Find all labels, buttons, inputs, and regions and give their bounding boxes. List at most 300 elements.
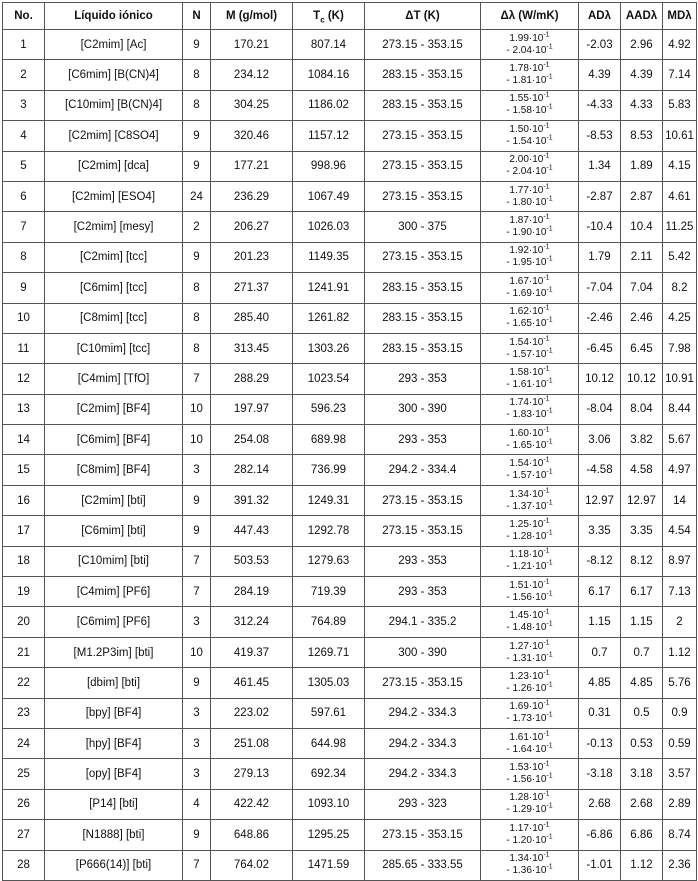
cell-no: 26: [3, 789, 45, 819]
cell-m: 422.42: [211, 789, 293, 819]
cell-aad: 3.35: [621, 516, 663, 546]
cell-aad: 2.87: [621, 181, 663, 211]
dl-low-exp: -1: [543, 92, 550, 100]
dl-high-exp: -1: [546, 772, 553, 780]
cell-dt: 283.15 - 353.15: [365, 273, 481, 303]
cell-md: 4.97: [663, 455, 697, 485]
dl-high-exp: -1: [546, 164, 553, 172]
cell-m: 447.43: [211, 516, 293, 546]
cell-tc: 1303.26: [293, 333, 365, 363]
cell-n: 10: [183, 637, 211, 667]
table-row: [3, 181, 697, 211]
dl-high-exp: -1: [546, 590, 553, 598]
cell-dt: 283.15 - 353.15: [365, 333, 481, 363]
cell-ad: -2.46: [579, 303, 621, 333]
dl-high: - 1.95·10: [506, 257, 547, 269]
cell-tc: 736.99: [293, 455, 365, 485]
cell-aad: 8.53: [621, 121, 663, 151]
dl-low-exp: -1: [543, 304, 550, 312]
cell-liquid: [dbim] [bti]: [45, 668, 183, 698]
cell-tc: 1292.78: [293, 516, 365, 546]
dl-low-exp: -1: [543, 608, 550, 616]
cell-m: 234.12: [211, 60, 293, 90]
cell-md: 5.83: [663, 90, 697, 120]
dl-high: - 1.80·10: [506, 196, 547, 208]
cell-dt: 285.65 - 333.55: [365, 850, 481, 880]
cell-m: 284.19: [211, 577, 293, 607]
dl-low: 1.51·10: [509, 579, 544, 591]
dl-low-exp: -1: [543, 669, 550, 677]
cell-dt: 294.2 - 334.3: [365, 698, 481, 728]
cell-ad: 1.15: [579, 607, 621, 637]
dl-low-exp: -1: [543, 213, 550, 221]
table-row: [3, 273, 697, 303]
cell-no: 3: [3, 90, 45, 120]
cell-m: 648.86: [211, 820, 293, 850]
header-dl: Δλ (W/mK): [481, 3, 579, 30]
cell-m: 170.21: [211, 30, 293, 60]
cell-tc: 1261.82: [293, 303, 365, 333]
cell-md: 7.98: [663, 333, 697, 363]
dl-low-exp: -1: [543, 365, 550, 373]
cell-md: 11.25: [663, 212, 697, 242]
cell-m: 288.29: [211, 364, 293, 394]
cell-ad: 6.17: [579, 577, 621, 607]
cell-liquid: [C4mim] [PF6]: [45, 577, 183, 607]
cell-dl: [481, 60, 579, 90]
cell-n: 24: [183, 181, 211, 211]
cell-m: 764.02: [211, 850, 293, 880]
cell-n: 7: [183, 850, 211, 880]
cell-tc: 1249.31: [293, 485, 365, 515]
dl-high: - 1.65·10: [506, 439, 547, 451]
cell-dl: [481, 212, 579, 242]
cell-ad: 4.39: [579, 60, 621, 90]
cell-dt: 300 - 375: [365, 212, 481, 242]
cell-aad: 1.15: [621, 607, 663, 637]
table-row: [3, 455, 697, 485]
cell-n: 9: [183, 242, 211, 272]
cell-m: 177.21: [211, 151, 293, 181]
cell-liquid: [C6mim] [B(CN)4]: [45, 60, 183, 90]
cell-m: 271.37: [211, 273, 293, 303]
cell-n: 3: [183, 728, 211, 758]
cell-m: 201.23: [211, 242, 293, 272]
dl-high: - 1.90·10: [506, 227, 547, 239]
cell-ad: -8.12: [579, 546, 621, 576]
dl-low-exp: -1: [543, 31, 550, 39]
header-tc-main: T: [313, 10, 321, 22]
dl-low-exp: -1: [543, 487, 550, 495]
dl-low: 1.45·10: [509, 610, 544, 622]
dl-low-exp: -1: [543, 699, 550, 707]
cell-tc: 1067.49: [293, 181, 365, 211]
cell-no: 28: [3, 850, 45, 880]
cell-dt: 300 - 390: [365, 394, 481, 424]
cell-n: 7: [183, 364, 211, 394]
dl-high: - 2.04·10: [506, 166, 547, 178]
cell-dt: 293 - 353: [365, 546, 481, 576]
table-row: [3, 850, 697, 880]
dl-low: 1.55·10: [509, 93, 544, 105]
cell-dl: [481, 242, 579, 272]
cell-dt: 294.2 - 334.3: [365, 759, 481, 789]
cell-no: 2: [3, 60, 45, 90]
dl-high-exp: -1: [546, 225, 553, 233]
dl-high: - 1.57·10: [506, 348, 547, 360]
cell-no: 21: [3, 637, 45, 667]
cell-no: 24: [3, 728, 45, 758]
cell-aad: 3.18: [621, 759, 663, 789]
cell-n: 7: [183, 577, 211, 607]
dl-low-exp: -1: [543, 639, 550, 647]
cell-tc: 689.98: [293, 425, 365, 455]
dl-high: - 1.29·10: [506, 804, 547, 816]
cell-ad: -7.04: [579, 273, 621, 303]
cell-tc: 1295.25: [293, 820, 365, 850]
cell-liquid: [C2mim] [Ac]: [45, 30, 183, 60]
cell-n: 10: [183, 425, 211, 455]
dl-high-exp: -1: [546, 711, 553, 719]
cell-tc: 807.14: [293, 30, 365, 60]
table-row: [3, 485, 697, 515]
cell-dt: 283.15 - 353.15: [365, 303, 481, 333]
cell-ad: 1.34: [579, 151, 621, 181]
dl-low: 1.60·10: [509, 427, 544, 439]
cell-n: 8: [183, 90, 211, 120]
dl-high: - 1.56·10: [506, 774, 547, 786]
cell-ad: -2.87: [579, 181, 621, 211]
cell-md: 8.2: [663, 273, 697, 303]
table-row: [3, 698, 697, 728]
cell-n: 7: [183, 546, 211, 576]
cell-tc: 1471.59: [293, 850, 365, 880]
cell-no: 17: [3, 516, 45, 546]
header-n: N: [183, 3, 211, 30]
cell-md: 7.14: [663, 60, 697, 90]
cell-aad: 7.04: [621, 273, 663, 303]
cell-n: 2: [183, 212, 211, 242]
cell-dt: 273.15 - 353.15: [365, 668, 481, 698]
cell-md: 5.76: [663, 668, 697, 698]
cell-aad: 8.04: [621, 394, 663, 424]
cell-m: 279.13: [211, 759, 293, 789]
cell-dt: 294.2 - 334.4: [365, 455, 481, 485]
dl-low: 1.18·10: [509, 549, 544, 561]
dl-low: 1.25·10: [509, 518, 544, 530]
cell-dl: [481, 728, 579, 758]
cell-dt: 283.15 - 353.15: [365, 60, 481, 90]
dl-high: - 1.37·10: [506, 500, 547, 512]
cell-liquid: [N1888] [bti]: [45, 820, 183, 850]
dl-low: 1.69·10: [509, 701, 544, 713]
table-row: [3, 516, 697, 546]
table-row: [3, 90, 697, 120]
dl-low: 1.53·10: [509, 762, 544, 774]
cell-no: 7: [3, 212, 45, 242]
table-row: [3, 577, 697, 607]
cell-dt: 293 - 353: [365, 364, 481, 394]
cell-liquid: [C10mim] [tcc]: [45, 333, 183, 363]
cell-n: 9: [183, 485, 211, 515]
table-row: [3, 820, 697, 850]
cell-md: 8.97: [663, 546, 697, 576]
cell-liquid: [C6mim] [bti]: [45, 516, 183, 546]
cell-aad: 12.97: [621, 485, 663, 515]
dl-high: - 1.64·10: [506, 743, 547, 755]
cell-n: 9: [183, 30, 211, 60]
cell-dl: [481, 698, 579, 728]
cell-n: 4: [183, 789, 211, 819]
dl-low-exp: -1: [543, 730, 550, 738]
dl-low-exp: -1: [543, 791, 550, 799]
dl-low-exp: -1: [543, 274, 550, 282]
cell-m: 223.02: [211, 698, 293, 728]
cell-dl: [481, 759, 579, 789]
dl-high: - 1.28·10: [506, 530, 547, 542]
cell-tc: 1305.03: [293, 668, 365, 698]
cell-dl: [481, 820, 579, 850]
header-row: [3, 3, 697, 30]
cell-md: 2: [663, 607, 697, 637]
dl-high-exp: -1: [546, 529, 553, 537]
table-row: [3, 303, 697, 333]
dl-low-exp: -1: [543, 821, 550, 829]
cell-tc: 1269.71: [293, 637, 365, 667]
cell-dt: 283.15 - 353.15: [365, 90, 481, 120]
dl-low: 1.54·10: [509, 458, 544, 470]
cell-no: 20: [3, 607, 45, 637]
dl-high-exp: -1: [546, 104, 553, 112]
cell-aad: 2.96: [621, 30, 663, 60]
dl-low: 1.54·10: [509, 336, 544, 348]
table-row: [3, 668, 697, 698]
table-row: [3, 30, 697, 60]
cell-dl: [481, 151, 579, 181]
table-row: [3, 394, 697, 424]
dl-low-exp: -1: [543, 426, 550, 434]
cell-ad: -8.04: [579, 394, 621, 424]
cell-n: 3: [183, 759, 211, 789]
dl-low: 1.50·10: [509, 123, 544, 135]
cell-no: 6: [3, 181, 45, 211]
cell-n: 8: [183, 303, 211, 333]
cell-ad: -2.03: [579, 30, 621, 60]
dl-high: - 1.36·10: [506, 865, 547, 877]
cell-n: 8: [183, 333, 211, 363]
dl-high: - 1.81·10: [506, 75, 547, 87]
cell-ad: 1.79: [579, 242, 621, 272]
cell-liquid: [hpy] [BF4]: [45, 728, 183, 758]
cell-liquid: [C2mim] [BF4]: [45, 394, 183, 424]
cell-no: 10: [3, 303, 45, 333]
cell-no: 12: [3, 364, 45, 394]
cell-md: 5.67: [663, 425, 697, 455]
dl-high: - 1.73·10: [506, 713, 547, 725]
table-row: [3, 333, 697, 363]
cell-tc: 1084.16: [293, 60, 365, 90]
dl-high-exp: -1: [546, 863, 553, 871]
cell-aad: 3.82: [621, 425, 663, 455]
cell-no: 1: [3, 30, 45, 60]
dl-high-exp: -1: [546, 651, 553, 659]
cell-md: 4.92: [663, 30, 697, 60]
header-tc-unit: (K): [324, 10, 344, 22]
header-no: No.: [3, 3, 45, 30]
cell-aad: 4.39: [621, 60, 663, 90]
dl-high-exp: -1: [546, 499, 553, 507]
cell-n: 8: [183, 60, 211, 90]
cell-no: 4: [3, 121, 45, 151]
table-row: [3, 637, 697, 667]
table-row: [3, 425, 697, 455]
dl-high: - 1.31·10: [506, 652, 547, 664]
dl-high-exp: -1: [546, 347, 553, 355]
cell-liquid: [C2mim] [C8SO4]: [45, 121, 183, 151]
cell-tc: 596.23: [293, 394, 365, 424]
cell-dl: [481, 90, 579, 120]
dl-low-exp: -1: [543, 578, 550, 586]
dl-low-exp: -1: [543, 760, 550, 768]
cell-n: 3: [183, 698, 211, 728]
cell-ad: 0.31: [579, 698, 621, 728]
cell-dt: 273.15 - 353.15: [365, 485, 481, 515]
header-liquid: Líquido iónico: [45, 3, 183, 30]
cell-liquid: [C8mim] [tcc]: [45, 303, 183, 333]
cell-dl: [481, 485, 579, 515]
cell-liquid: [C2mim] [bti]: [45, 485, 183, 515]
cell-n: 9: [183, 121, 211, 151]
cell-md: 4.61: [663, 181, 697, 211]
cell-aad: 4.58: [621, 455, 663, 485]
cell-m: 254.08: [211, 425, 293, 455]
cell-aad: 6.17: [621, 577, 663, 607]
dl-high-exp: -1: [546, 195, 553, 203]
cell-m: 320.46: [211, 121, 293, 151]
cell-ad: -6.86: [579, 820, 621, 850]
cell-dt: 293 - 353: [365, 577, 481, 607]
dl-high: - 1.21·10: [506, 561, 547, 573]
cell-no: 18: [3, 546, 45, 576]
cell-dl: [481, 121, 579, 151]
dl-low: 2.00·10: [509, 154, 544, 166]
cell-no: 23: [3, 698, 45, 728]
cell-n: 9: [183, 151, 211, 181]
cell-tc: 1023.54: [293, 364, 365, 394]
table-row: [3, 151, 697, 181]
cell-ad: -4.58: [579, 455, 621, 485]
cell-md: 1.12: [663, 637, 697, 667]
dl-high-exp: -1: [546, 468, 553, 476]
dl-low-exp: -1: [543, 456, 550, 464]
cell-dt: 293 - 353: [365, 425, 481, 455]
cell-m: 251.08: [211, 728, 293, 758]
header-tc-sub: c: [320, 15, 325, 25]
cell-aad: 6.86: [621, 820, 663, 850]
dl-high: - 1.58·10: [506, 105, 547, 117]
cell-ad: -1.01: [579, 850, 621, 880]
cell-dl: [481, 181, 579, 211]
cell-liquid: [C6mim] [PF6]: [45, 607, 183, 637]
cell-aad: 1.12: [621, 850, 663, 880]
dl-high: - 1.54·10: [506, 135, 547, 147]
cell-liquid: [C6mim] [BF4]: [45, 425, 183, 455]
cell-dl: [481, 273, 579, 303]
cell-liquid: [P666(14)] [bti]: [45, 850, 183, 880]
cell-no: 19: [3, 577, 45, 607]
cell-liquid: [C2mim] [ESO4]: [45, 181, 183, 211]
cell-liquid: [C2mim] [dca]: [45, 151, 183, 181]
table-row: [3, 728, 697, 758]
table-row: [3, 607, 697, 637]
cell-n: 9: [183, 668, 211, 698]
dl-low: 1.67·10: [509, 275, 544, 287]
cell-liquid: [C2mim] [tcc]: [45, 242, 183, 272]
dl-high-exp: -1: [546, 803, 553, 811]
cell-n: 8: [183, 273, 211, 303]
cell-ad: -0.13: [579, 728, 621, 758]
cell-no: 15: [3, 455, 45, 485]
cell-m: 285.40: [211, 303, 293, 333]
cell-dt: 273.15 - 353.15: [365, 242, 481, 272]
cell-aad: 4.33: [621, 90, 663, 120]
cell-dt: 273.15 - 353.15: [365, 151, 481, 181]
cell-aad: 0.5: [621, 698, 663, 728]
cell-ad: 4.85: [579, 668, 621, 698]
cell-no: 25: [3, 759, 45, 789]
dl-low: 1.34·10: [509, 488, 544, 500]
cell-liquid: [M1.2P3im] [bti]: [45, 637, 183, 667]
dl-high: - 1.56·10: [506, 591, 547, 603]
cell-md: 0.59: [663, 728, 697, 758]
cell-aad: 4.85: [621, 668, 663, 698]
dl-high: - 1.69·10: [506, 287, 547, 299]
dl-low: 1.27·10: [509, 640, 544, 652]
cell-aad: 10.12: [621, 364, 663, 394]
dl-high-exp: -1: [546, 560, 553, 567]
cell-tc: 1157.12: [293, 121, 365, 151]
cell-dt: 273.15 - 353.15: [365, 516, 481, 546]
cell-no: 9: [3, 273, 45, 303]
cell-no: 5: [3, 151, 45, 181]
cell-ad: 3.06: [579, 425, 621, 455]
table-row: [3, 759, 697, 789]
dl-high-exp: -1: [546, 377, 553, 385]
cell-md: 10.61: [663, 121, 697, 151]
cell-dl: [481, 607, 579, 637]
header-aad: AADλ: [621, 3, 663, 30]
cell-liquid: [C6mim] [tcc]: [45, 273, 183, 303]
cell-n: 3: [183, 607, 211, 637]
cell-ad: 10.12: [579, 364, 621, 394]
cell-m: 236.29: [211, 181, 293, 211]
cell-tc: 1149.35: [293, 242, 365, 272]
cell-liquid: [C4mim] [TfO]: [45, 364, 183, 394]
dl-low: 1.58·10: [509, 366, 544, 378]
cell-m: 419.37: [211, 637, 293, 667]
table-row: [3, 60, 697, 90]
dl-low: 1.99·10: [509, 32, 544, 44]
cell-md: 5.42: [663, 242, 697, 272]
dl-low-exp: -1: [543, 61, 550, 69]
dl-high-exp: -1: [546, 73, 553, 81]
cell-no: 16: [3, 485, 45, 515]
cell-n: 10: [183, 394, 211, 424]
cell-tc: 719.39: [293, 577, 365, 607]
dl-low-exp: -1: [543, 548, 550, 555]
cell-md: 2.36: [663, 850, 697, 880]
cell-dl: [481, 333, 579, 363]
